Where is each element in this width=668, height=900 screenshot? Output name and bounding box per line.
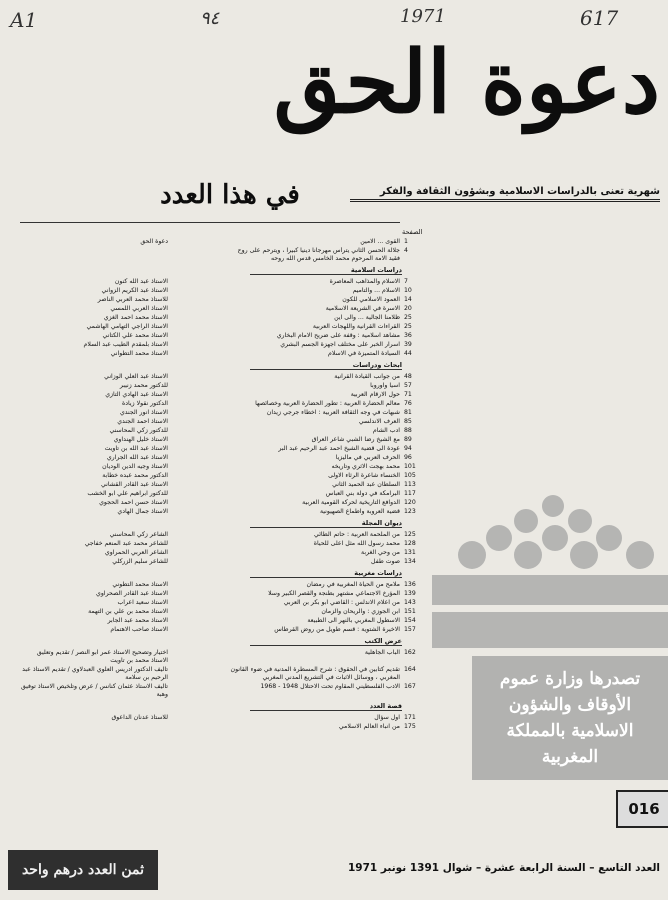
toc-author: الاستاذ محمد بن علي بن التهمة [88,608,168,615]
toc-section-heading: ديوان المجلة [250,519,402,528]
toc-author: الاستاذ محمد التطواني [110,350,168,357]
toc-page-number: 175 [404,723,416,730]
toc-page-number: 14 [404,296,412,303]
toc-author: الاستاذ بلمقدم الطيب عبد السلام [83,341,168,348]
toc-author: تاليف الدكتور ادريس العلوي العبدلاوي / تقديم الاستاذ عبد الرحيم بن سلامة [22,666,168,681]
toc-page-number: 164 [404,666,416,673]
toc-page-number: 39 [404,341,412,348]
toc-article-title: عودة الى قضية الشيخ احمد عبد الرحيم عبد البر [278,445,400,452]
toc-article-title: المؤرخ الاجتماعي مشتهر بطنجة والقصر الكبير وسلا [268,590,400,597]
toc-article-title: ملامح من الحياة المغربية في رمضان [306,581,400,588]
toc-page-number: 1 [404,238,408,245]
toc-page-number: 94 [404,445,412,452]
toc-article-title: الادب الفلسطيني المقاوم تحت الاحتلال 1948 - 1968 [260,683,400,690]
toc-article-title: معالم الحضارة العربية : تطور الحضارة العربية وخصائصها [255,400,400,407]
toc-section-heading: دراسات اسلامية [250,266,402,275]
toc-author: الاستاذ عبد الله الجراري [106,454,168,461]
toc-article-title: حول الارقام العربية [350,391,400,398]
toc-article-title: محمد رسول الله مثل اعلى للحياة [313,540,400,547]
toc-page-number: 25 [404,323,412,330]
toc-page-number: 81 [404,409,412,416]
toc-section-heading: ابحاث ودراسات [250,361,402,370]
toc-article-title: قضية العروبة واطماع الصهيونية [319,508,400,515]
toc-article-title: الاسلام والمذاهب المعاصرة [329,278,400,285]
toc-page-number: 139 [404,590,416,597]
toc-author: للشاعر محمد عبد المنعم خفاجي [84,540,168,547]
toc-article-title: شبهات في وجه الثقافة العربية : اخطاء جرجي زيدان [266,409,400,416]
toc-article-title: العمود الاسلامي للكون [342,296,400,303]
toc-page-number: 36 [404,332,412,339]
toc-article-title: اسرار الخبر على مختلف اجهزة الجسم البشري [280,341,400,348]
toc-article-title: اول سؤال [374,714,400,721]
magazine-subtitle: شهرية تعنى بالدراسات الاسلامية وبشؤون الثقافة والفكر [350,186,660,202]
toc-article-title: ظلامنا الجالية ... والى اين [334,314,400,321]
toc-article-title: الحرف العربي في ماليزيا [335,454,400,461]
magazine-title: دعوة الحق [273,32,660,133]
toc-author: دعوة الحق [140,238,168,245]
toc-page-number: 105 [404,472,416,479]
toc-article-title: صوت طفل [371,558,400,565]
toc-page-label: الصفحة [402,228,423,236]
toc-author: الاستاذ جمال الهادي [117,508,168,515]
toc-article-title: من اعلام الاندلس : القاضي ابو بكر بن العربي [283,599,400,606]
toc-page-number: 25 [404,314,412,321]
toc-article-title: السيادة المتميزة في الاسلام [328,350,400,357]
toc-page-number: 57 [404,382,412,389]
toc-author: للدكتور زكي المحاسني [109,427,168,434]
toc-page-number: 117 [404,490,416,497]
toc-author: الدكتور نقولا زيادة [122,400,168,407]
toc-author: للدكتور محمد زنيبر [119,382,168,389]
toc-article-title: القوى ... الامين [360,238,400,245]
toc-author: اختيار وتصحيح الاستاذ عمر ابو النصر / تقديم وتعليق الاستاذ محمد بن تاويت [36,649,168,664]
toc-page-number: 128 [404,540,416,547]
handwritten-number: 617 [580,6,619,30]
toc-author: الاستاذ احمد الجندي [117,418,168,425]
toc-page-number: 20 [404,305,412,312]
toc-page-number: 7 [404,278,408,285]
toc-author: الاستاذ العربي اللمسي [110,305,168,312]
toc-author: الاستاذ عبد القادر القشاني [100,481,168,488]
handwritten-mark-left: A1 [10,8,38,32]
toc-section-heading: قصة العدد [250,702,402,711]
toc-article-title: اسيا واوروبا [370,382,400,389]
toc-page-number: 48 [404,373,412,380]
handwritten-year: 1971 [400,6,446,27]
toc-section-heading: عرض الكتب [250,637,402,646]
toc-page-number: 85 [404,418,412,425]
toc-page-number: 101 [404,463,416,470]
issue-code-box: 016 [616,790,668,828]
issue-line: العدد التاسع – السنة الرابعة عشرة – شوال 1391 نونبر 1971 [347,862,660,874]
toc-author: للاستاذ عدنان الداعوق [111,714,168,721]
toc-author: الاستاذ عبد الله كنون [114,278,168,285]
toc-article-title: الباب الجاهلية [364,649,400,656]
toc-page-number: 123 [404,508,416,515]
toc-author: الاستاذ حسن احمد الحجوي [99,499,168,506]
toc-page-number: 136 [404,581,416,588]
handwritten-mark-center: ٩٤ [200,8,220,29]
in-this-issue-heading: في هذا العدد [160,180,300,210]
toc-article-title: تقديم كتابين في الحقوق : شرح المسطرة المدنية في ضوء القانون المغربي ، ووسائل الاثبات في التشريع المدني المغربي [230,666,400,681]
toc-author: الاستاذ انور الجندي [119,409,168,416]
decorative-dot-pattern [432,495,668,605]
toc-author: الاستاذ الراجي التهامي الهاشمي [86,323,168,330]
publisher-box [472,656,668,780]
toc-page-number: 88 [404,427,412,434]
decorative-bar [432,612,668,648]
toc-page-number: 162 [404,649,416,656]
toc-author: الاستاذ سعيد اعراب [117,599,168,606]
toc-article-title: مع الشيخ رضا الشبي شاعر العراق [311,436,400,443]
toc-page-number: 44 [404,350,412,357]
toc-article-title: السلطان عبد الحميد الثاني [332,481,400,488]
toc-author: الاستاذ محمد علي الكتاني [102,332,168,339]
toc-article-title: البرامكة في دولة بني العباس [325,490,400,497]
toc-page-number: 134 [404,558,416,565]
toc-article-title: الخنساء شاعرة الرثاء الاولى [328,472,400,479]
toc-page-number: 89 [404,436,412,443]
toc-page-number: 120 [404,499,416,506]
toc-author: تاليف الاستاذ عثمان كنانس / عرض وتلخيص الاستاذ توفيق وهبة [20,683,168,698]
toc-article-title: من الملحمة العربية : حاتم الطائي [314,531,400,538]
toc-author: الاستاذ عبد الكريم الزواني [101,287,168,294]
toc-author: الدكتور محمد عبده خطابة [102,472,168,479]
toc-article-title: ادب الشام [372,427,400,434]
toc-author: الاستاذ محمد التطوني [112,581,168,588]
toc-page-number: 131 [404,549,416,556]
price-label: ثمن العدد درهم واحد [8,850,158,890]
toc-page-number: 167 [404,683,416,690]
toc-section-heading: دراسات مغربية [250,569,402,578]
toc-article-title: القراءات القرآنية واللهجات العربية [312,323,400,330]
toc-author: الشاعر زكي المحاسني [109,531,168,538]
toc-article-title: العرف الاندلسي [358,418,400,425]
toc-author: الاستاذ خليل الهنداوي [113,436,168,443]
toc-article-title: الاسرة في الشريعة الاسلامية [325,305,400,312]
toc-page-number: 10 [404,287,412,294]
toc-article-title: جلالة الحسن الثاني يترأس مهرجانا دينيا كبيرا ، ويترحم على روح فقيد الامة المرحوم محمد الخامس قدس الله روحه [237,247,400,262]
table-of-contents [0,238,430,798]
toc-page-number: 76 [404,400,412,407]
toc-author: الاستاذ محمد احمد الغزي [103,314,168,321]
toc-author: الاستاذ وجيه الدين الوديان [102,463,168,470]
toc-page-number: 71 [404,391,412,398]
publisher-text: تصدرها وزارة عموم الأوقاف والشؤون الاسلامية بالمملكة المغربية [499,669,641,767]
toc-author: الاستاذ عبد العلي الوزاني [104,373,168,380]
toc-article-title: محمد بهجت الاثري وتاريخه [331,463,400,470]
toc-page-number: 157 [404,626,416,633]
toc-page-number: 125 [404,531,416,538]
toc-author: للدكتور ابراهيم علي ابو الخشب [87,490,168,497]
toc-article-title: من انباء العالم الاسلامي [338,723,400,730]
toc-author: للشاعر سليم الزركلي [112,558,168,565]
toc-page-number: 154 [404,617,416,624]
toc-page-number: 171 [404,714,416,721]
toc-article-title: الاسطول المغربي بالنهر الى الطبيعة [307,617,400,624]
toc-author: الاستاذ عبد القادر الصحراوي [96,590,168,597]
toc-author: الاستاذ محمد عبد الجابر [107,617,168,624]
toc-author: الاستاذ عبد الهادي التازي [105,391,168,398]
toc-page-number: 143 [404,599,416,606]
toc-article-title: من وحي الغربة [361,549,400,556]
toc-article-title: الاسلام ... والتأميم [352,287,400,294]
toc-author: الاستاذ عبد الله بن تاويت [104,445,168,452]
toc-page-number: 96 [404,454,412,461]
toc-author: الاستاذ صاحب الاهتمام [110,626,168,633]
toc-page-number: 4 [404,247,408,254]
toc-author: للاستاذ محمد العربي الناصر [97,296,168,303]
toc-article-title: الاخيرة الشتوية : قسم طويل من روض القرطاس [274,626,400,633]
toc-author: الشاعر العربي الحمراوي [104,549,168,556]
toc-article-title: الدوافع التاريخية لحركة القومية العربية [302,499,400,506]
toc-article-title: ابن الجوزي : والريحان والزمان [321,608,400,615]
toc-page-number: 151 [404,608,416,615]
toc-article-title: من جوانب القيادة القرآنية [334,373,400,380]
heading-divider [20,222,400,223]
toc-article-title: مشاهد اسلامية : وقفة على ضريح الامام البخاري [276,332,400,339]
toc-page-number: 113 [404,481,416,488]
